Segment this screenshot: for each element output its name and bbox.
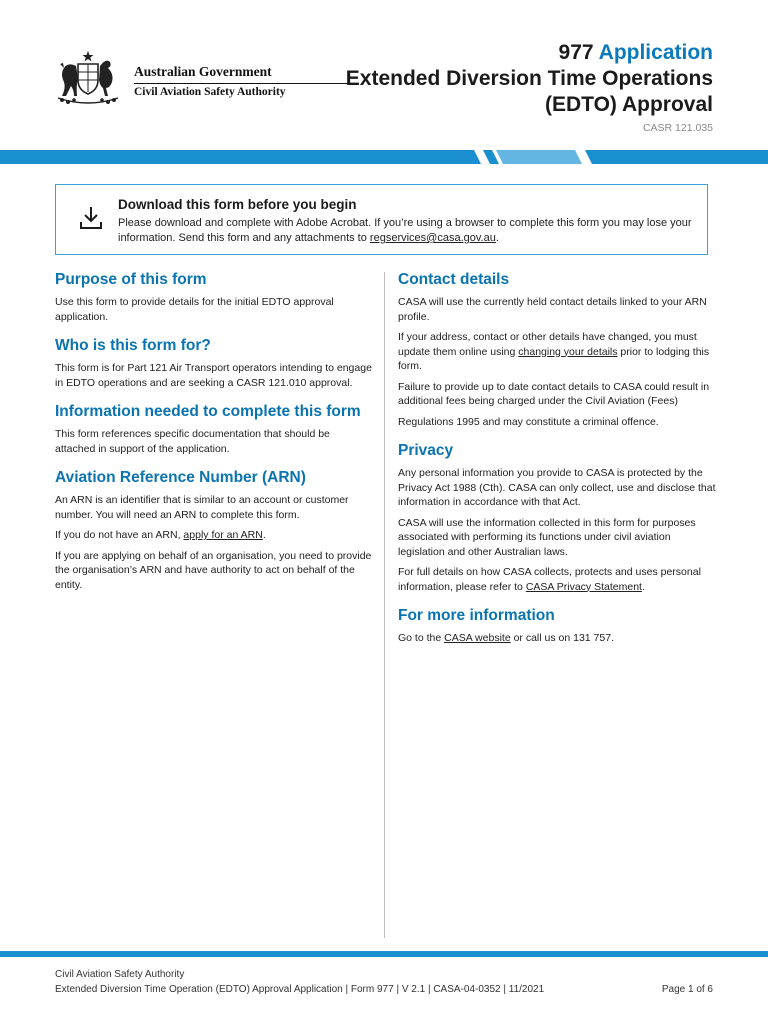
contact-text-2 xyxy=(398,330,716,374)
apply-arn-link[interactable]: apply for an ARN xyxy=(183,529,263,541)
form-number: 977 xyxy=(558,41,594,64)
contact-text-4: Regulations 1995 and may constitute a criminal offence. xyxy=(398,415,659,428)
purpose-heading: Purpose of this form xyxy=(55,271,207,288)
header-band xyxy=(0,150,768,164)
right-column xyxy=(398,270,716,658)
privacy-statement-link[interactable]: CASA Privacy Statement xyxy=(525,580,642,593)
privacy-text-3-pre: For full details on how CASA collects, protects and uses personal information, please refer to xyxy=(398,566,701,593)
purpose-section xyxy=(55,270,373,324)
left-column xyxy=(55,270,373,604)
contact-section xyxy=(398,270,716,429)
contact-text-2-post: prior to lodging this form. xyxy=(398,345,710,372)
more-info-post: or call us on 131 757. xyxy=(510,632,614,644)
form-title-block xyxy=(346,40,713,134)
government-name: Australian Government xyxy=(134,64,272,79)
info-text: This form references specific documentation that should be attached in support of the application. xyxy=(55,428,330,455)
privacy-text-1: Any personal information you provide to CASA is protected by the Privacy Act 1988 (Cth). CASA can only collect, use and disclose that information in accordance with that Act. xyxy=(398,467,716,508)
government-logo xyxy=(52,50,302,108)
privacy-text-3-post: . xyxy=(641,580,645,593)
regservices-email-link[interactable]: regservices@casa.gov.au xyxy=(369,232,496,244)
who-text: This form is for Part 121 Air Transport operators intending to engage in EDTO operations and are seeking a CASR 121.010 approval. xyxy=(55,362,372,389)
download-notice-end: . xyxy=(495,232,499,244)
form-title-line-1: Extended Diversion Time Operations xyxy=(345,67,713,90)
form-title-line-2: (EDTO) Approval xyxy=(544,93,713,116)
privacy-section xyxy=(398,441,716,594)
contact-text-1: CASA will use the currently held contact details linked to your ARN profile. xyxy=(398,296,707,323)
privacy-text-3 xyxy=(398,565,716,594)
footer-band xyxy=(0,951,768,957)
download-notice-body: Please download and complete with Adobe Acrobat. If you’re using a browser to complete this form you may lose your information. Send this form and any attachments to xyxy=(118,217,692,244)
who-heading: Who is this form for? xyxy=(55,337,211,354)
who-section xyxy=(55,336,373,390)
contact-heading: Contact details xyxy=(398,271,510,288)
arn-section xyxy=(55,468,373,592)
download-notice-text xyxy=(118,216,693,246)
arn-text-2-pre: If you do not have an ARN, xyxy=(55,529,184,541)
casa-website-link[interactable]: CASA website xyxy=(444,632,511,644)
purpose-text: Use this form to provide details for the initial EDTO approval application. xyxy=(55,296,334,323)
footer-document-info: Extended Diversion Time Operation (EDTO) Approval Application | Form 977 | V 2.1 | CASA-04-0352 | 11/2021 xyxy=(55,984,545,995)
privacy-text-2: CASA will use the information collected in this form for purposes associated with performing its functions under civil aviation legislation and other Australian laws. xyxy=(398,516,696,558)
download-icon xyxy=(79,205,103,231)
info-section xyxy=(55,402,373,456)
coat-of-arms-icon xyxy=(52,50,124,106)
privacy-heading: Privacy xyxy=(398,442,454,459)
column-divider xyxy=(384,272,385,938)
download-notice xyxy=(55,184,708,255)
arn-text-2 xyxy=(55,528,373,543)
logo-divider xyxy=(134,83,348,84)
more-info-heading: For more information xyxy=(398,607,555,624)
regulation-reference: CASR 121.035 xyxy=(642,122,713,134)
contact-text-3: Failure to provide up to date contact details to CASA could result in additional fees being charged under the Civil Aviation (Fees) xyxy=(398,380,710,407)
form-type: Application xyxy=(598,41,713,64)
more-info-text xyxy=(398,631,716,646)
page-number: Page 1 of 6 xyxy=(661,984,713,995)
arn-text-2-post: . xyxy=(262,529,266,541)
form-number-line xyxy=(346,40,713,66)
arn-text-3: If you are applying on behalf of an organisation, you need to provide the organisation’s ARN and have authority to act on behalf of the entity. xyxy=(55,549,372,591)
more-info-pre: Go to the xyxy=(398,632,445,644)
arn-text-1: An ARN is an identifier that is similar to an account or customer number. You will need an ARN to complete this form. xyxy=(55,494,349,521)
download-notice-title: Download this form before you begin xyxy=(118,197,357,212)
contact-text-2-pre: If your address, contact or other details have changed, you must update them online using xyxy=(398,331,697,358)
footer-organisation: Civil Aviation Safety Authority xyxy=(55,969,185,980)
agency-name: Civil Aviation Safety Authority xyxy=(134,86,286,98)
changing-details-link[interactable]: changing your details xyxy=(518,345,618,358)
more-info-section xyxy=(398,606,716,646)
info-heading: Information needed to complete this form xyxy=(55,403,361,420)
arn-heading: Aviation Reference Number (ARN) xyxy=(55,469,306,486)
